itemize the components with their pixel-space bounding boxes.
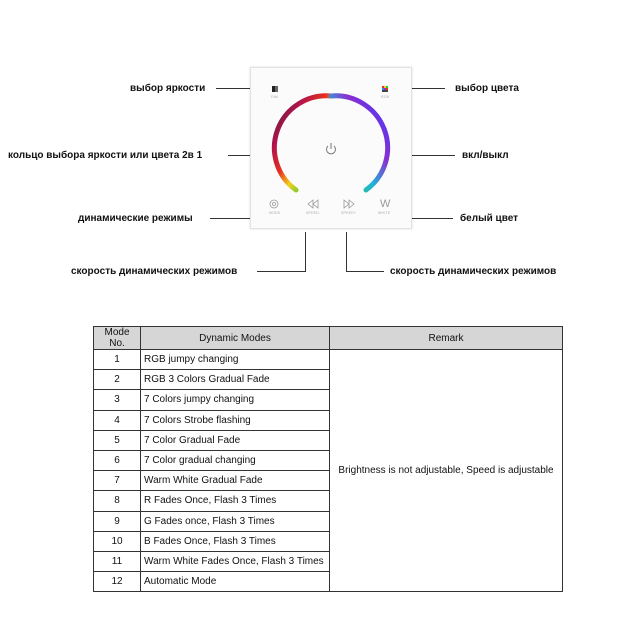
header-remark: Remark — [330, 327, 563, 350]
speed-down-button[interactable]: SPEED- — [306, 211, 321, 215]
color-ring-left — [274, 96, 331, 190]
leader-line-speed-left-v — [305, 232, 306, 272]
callout-power: вкл/выкл — [462, 150, 509, 161]
mode-name: Warm White Gradual Fade — [141, 471, 330, 491]
mode-name: 7 Colors jumpy changing — [141, 390, 330, 410]
mode-name: Automatic Mode — [141, 572, 330, 592]
mode-icon — [270, 200, 278, 208]
callout-speed-left: скорость динамических режимов — [71, 266, 238, 277]
mode-number: 11 — [94, 551, 141, 571]
mode-name: G Fades once, Flash 3 Times — [141, 511, 330, 531]
mode-number: 7 — [94, 471, 141, 491]
speed-up-button[interactable]: SPEED+ — [341, 211, 357, 215]
white-button[interactable]: WHITE — [378, 211, 391, 215]
table-header-row — [94, 327, 563, 350]
leader-line-speed-right-v — [346, 232, 347, 272]
table-row — [94, 350, 563, 370]
mode-name: R Fades Once, Flash 3 Times — [141, 491, 330, 511]
leader-line-speed-left-h — [257, 271, 306, 272]
mode-number: 10 — [94, 531, 141, 551]
mode-name: B Fades Once, Flash 3 Times — [141, 531, 330, 551]
mode-number: 3 — [94, 390, 141, 410]
callout-speed-right: скорость динамических режимов — [390, 266, 557, 277]
remark-cell: Brightness is not adjustable, Speed is adjustable — [330, 350, 563, 592]
fast-forward-icon — [344, 200, 354, 208]
rewind-icon — [308, 200, 318, 208]
rgb-caption: RGB — [381, 95, 390, 99]
mode-name: 7 Color Gradual Fade — [141, 430, 330, 450]
white-glyph[interactable]: W — [380, 198, 391, 210]
leader-line-speed-right-h — [346, 271, 384, 272]
power-icon — [327, 143, 336, 154]
mode-name: 7 Color gradual changing — [141, 450, 330, 470]
callout-white: белый цвет — [460, 213, 519, 224]
callout-dynamic-modes: динамические режимы — [78, 213, 193, 224]
color-ring-right — [331, 96, 388, 190]
header-mode-no: Mode No. — [94, 327, 141, 350]
mode-name: Warm White Fades Once, Flash 3 Times — [141, 551, 330, 571]
callout-brightness-select: выбор яркости — [130, 83, 206, 94]
touch-panel — [250, 67, 412, 229]
dynamic-modes-table — [93, 326, 563, 592]
mode-button[interactable]: MODE — [269, 211, 281, 215]
mode-number: 1 — [94, 350, 141, 370]
color-palette-icon — [382, 86, 388, 92]
mode-number: 4 — [94, 410, 141, 430]
mode-name: RGB jumpy changing — [141, 350, 330, 370]
callout-ring: кольцо выбора яркости или цвета 2в 1 — [8, 150, 203, 161]
dim-caption: DIM — [271, 95, 279, 99]
mode-number: 6 — [94, 450, 141, 470]
mode-number: 9 — [94, 511, 141, 531]
mode-name: RGB 3 Colors Gradual Fade — [141, 370, 330, 390]
header-dynamic-modes: Dynamic Modes — [141, 327, 330, 350]
mode-number: 8 — [94, 491, 141, 511]
mode-name: 7 Colors Strobe flashing — [141, 410, 330, 430]
brightness-icon — [272, 86, 278, 92]
mode-number: 2 — [94, 370, 141, 390]
callout-color-select: выбор цвета — [455, 83, 519, 94]
mode-number: 5 — [94, 430, 141, 450]
mode-number: 12 — [94, 572, 141, 592]
